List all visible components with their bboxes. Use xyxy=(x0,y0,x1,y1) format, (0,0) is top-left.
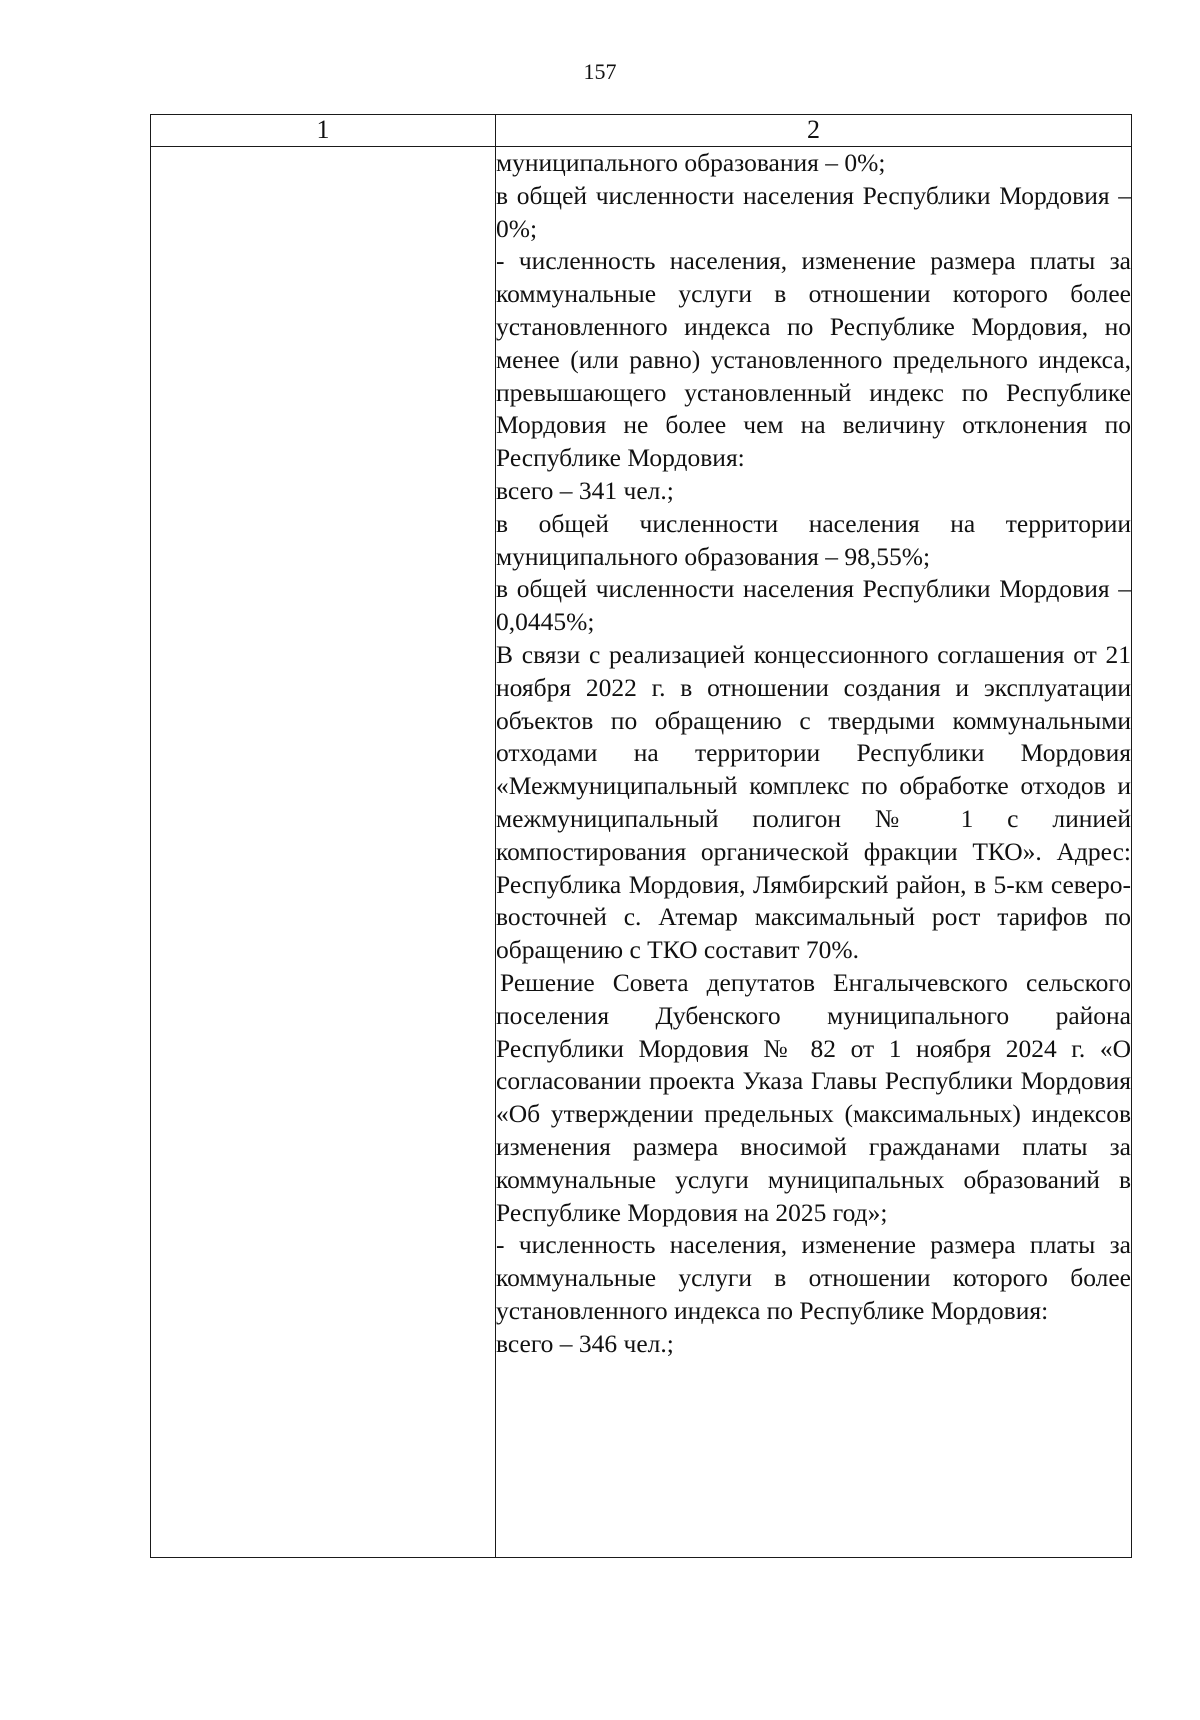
page-number: 157 xyxy=(583,59,617,84)
table-cell-col2 xyxy=(496,147,1132,1558)
paragraph: - численность населения, изменение размера платы за коммунальные услуги в отношении которого более установленного индекса по Республике Мордовия: xyxy=(496,1230,1131,1325)
paragraph: в общей численности населения Республики Мордовия – 0%; xyxy=(496,180,1131,243)
table-cell-col1 xyxy=(151,147,496,1558)
table-row xyxy=(151,147,1132,1558)
paragraph: всего – 346 чел.; xyxy=(496,1328,674,1358)
column-header-2: 2 xyxy=(496,115,1132,147)
document-table xyxy=(150,114,1132,1558)
paragraph: в общей численности населения на территории муниципального образования – 98,55%; xyxy=(496,508,1131,571)
column-header-1: 1 xyxy=(151,115,496,147)
paragraph: - численность населения, изменение размера платы за коммунальные услуги в отношении которого более установленного индекса по Республике Мордовия, но менее (или равно) установленного предельного индекса, превышающего установленный индекс по Республике Мордовия не более чем на величину отклонения по Республике Мордовия: xyxy=(496,246,1131,473)
paragraph: муниципального образования – 0%; xyxy=(496,148,886,177)
paragraph: В связи с реализацией концессионного соглашения от 21 ноября 2022 г. в отношении создания и эксплуатации объектов по обращению с твердыми коммунальными отходами на территории Республики Мордовия «Межмуниципальный комплекс по обработке отходов и межмуниципальный полигон № 1 с линией компостирования органической фракции ТКО». Адрес: Республика Мордовия, Лямбирский район, в 5-км северо-восточней с. Атемар максимальный рост тарифов по обращению с ТКО составит 70%. xyxy=(496,639,1131,965)
paragraph: в общей численности населения Республики Мордовия – 0,0445%; xyxy=(496,574,1131,637)
paragraph: Решение Совета депутатов Енгалычевского сельского поселения Дубенского муниципального района Республики Мордовия № 82 от 1 ноября 2024 г. «О согласовании проекта Указа Главы Республики Мордовия «Об утверждении предельных (максимальных) индексов изменения размера вносимой гражданами платы за коммунальные услуги муниципальных образований в Республике Мордовия на 2025 год»; xyxy=(496,967,1131,1227)
table-header-row xyxy=(151,115,1132,147)
paragraph: всего – 341 чел.; xyxy=(496,475,674,505)
